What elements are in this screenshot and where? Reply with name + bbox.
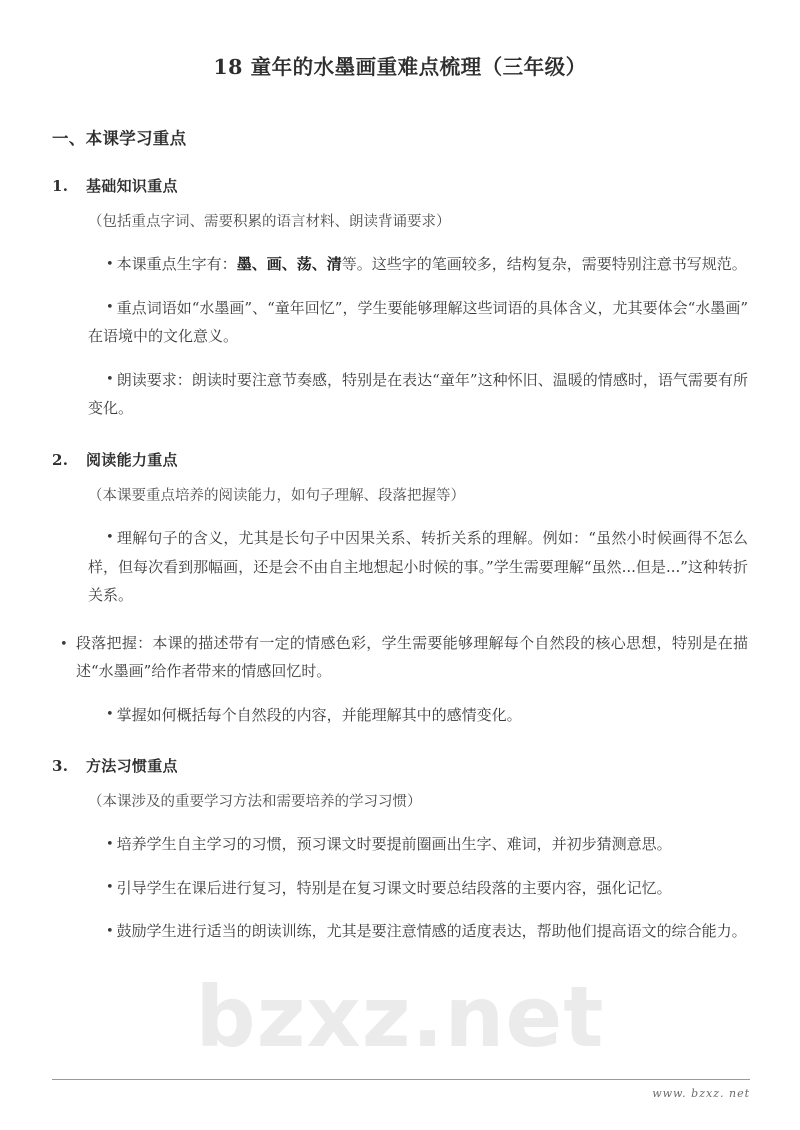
bullet-dot-icon: • <box>106 880 114 896</box>
bullet-text: 培养学生自主学习的习惯，预习课文时要提前圈画出生字、难词，并初步猜测意思。 <box>116 835 672 854</box>
subsection-heading <box>52 175 748 196</box>
bullet-text: 引导学生在课后进行复习，特别是在复习课文时要总结段落的主要内容，强化记忆。 <box>116 878 672 897</box>
bullet-text: 理解句子的含义，尤其是长句子中因果关系、转折关系的理解。例如：“虽然小时候画得不怎么样，但每次看到那幅画，还是会不由自主地想起小时候的事。”学生需要理解“虽然...但是...”这种转折关系。 <box>88 529 748 604</box>
subsection <box>52 755 748 946</box>
bullet-item <box>52 524 748 610</box>
bullet-text: 段落把握：本课的描述带有一定的情感色彩，学生需要能够理解每个自然段的核心思想，特别是在描述“水墨画”给作者带来的情感回忆时。 <box>76 633 748 680</box>
bullet-text-lead: 本课重点生字有： <box>116 255 237 274</box>
bullet-text: 朗读要求：朗读时要注意节奏感，特别是在表达“童年”这种怀旧、温暖的情感时，语气需要有所变化。 <box>88 370 748 418</box>
subsection-title: 阅读能力重点 <box>86 450 178 469</box>
bullet-item <box>52 874 748 903</box>
bullet-item <box>52 629 748 686</box>
subsection <box>52 449 748 729</box>
bullet-item <box>52 917 748 946</box>
subsection-number: 2. <box>52 450 69 469</box>
bullet-emphasis-characters: 墨、画、荡、清 <box>236 255 342 274</box>
subsection-note: （本课涉及的重要学习方法和需要培养的学习习惯） <box>88 794 422 810</box>
subsection-heading <box>52 755 748 776</box>
bullet-dot-icon: • <box>106 836 114 852</box>
bullet-item <box>52 366 748 423</box>
bullet-dot-icon: • <box>106 706 114 722</box>
bullet-text: 重点词语如“水墨画”、“童年回忆”，学生要能够理解这些词语的具体含义，尤其要体会“水墨画”在语境中的文化意义。 <box>88 298 748 346</box>
bullet-dot-icon: • <box>106 923 114 939</box>
subsection-number: 3. <box>52 757 69 775</box>
page-title: 18 童年的水墨画重难点梳理（三年级） <box>213 55 587 79</box>
page-footer <box>52 1079 750 1100</box>
section-heading: 一、本课学习重点 <box>52 128 187 148</box>
watermark-bzxz: bzxz.net <box>195 968 605 1066</box>
footer-divider <box>52 1079 750 1080</box>
bullet-item <box>52 250 748 279</box>
subsection-note: （包括重点字词、需要积累的语言材料、朗读背诵要求） <box>88 213 451 230</box>
subsection <box>52 175 748 423</box>
bullet-item <box>52 294 748 351</box>
bullet-text-tail: 等。这些字的笔画较多，结构复杂，需要特别注意书写规范。 <box>341 255 747 274</box>
bullet-item <box>52 830 748 859</box>
bullet-dot-icon: • <box>106 300 114 316</box>
subsection-title: 基础知识重点 <box>86 176 178 195</box>
footer-url: www. bzxz. net <box>652 1087 750 1100</box>
bullet-text: 掌握如何概括每个自然段的内容，并能理解其中的感情变化。 <box>116 705 522 724</box>
subsection-number: 1. <box>52 176 69 195</box>
subsection-title: 方法习惯重点 <box>86 757 178 775</box>
bullet-dot-icon: • <box>106 256 114 272</box>
bullet-item <box>52 701 748 730</box>
subsection-heading <box>52 449 748 470</box>
subsection-note: （本课要重点培养的阅读能力，如句子理解、段落把握等） <box>88 487 465 504</box>
bullet-dot-icon: • <box>106 530 114 546</box>
bullet-text: 鼓励学生进行适当的朗读训练，尤其是要注意情感的适度表达，帮助他们提高语文的综合能力。 <box>116 922 747 941</box>
bullet-dot-icon: • <box>106 372 114 388</box>
subsections-container <box>52 175 748 946</box>
bullet-dot-icon: • <box>60 636 68 652</box>
